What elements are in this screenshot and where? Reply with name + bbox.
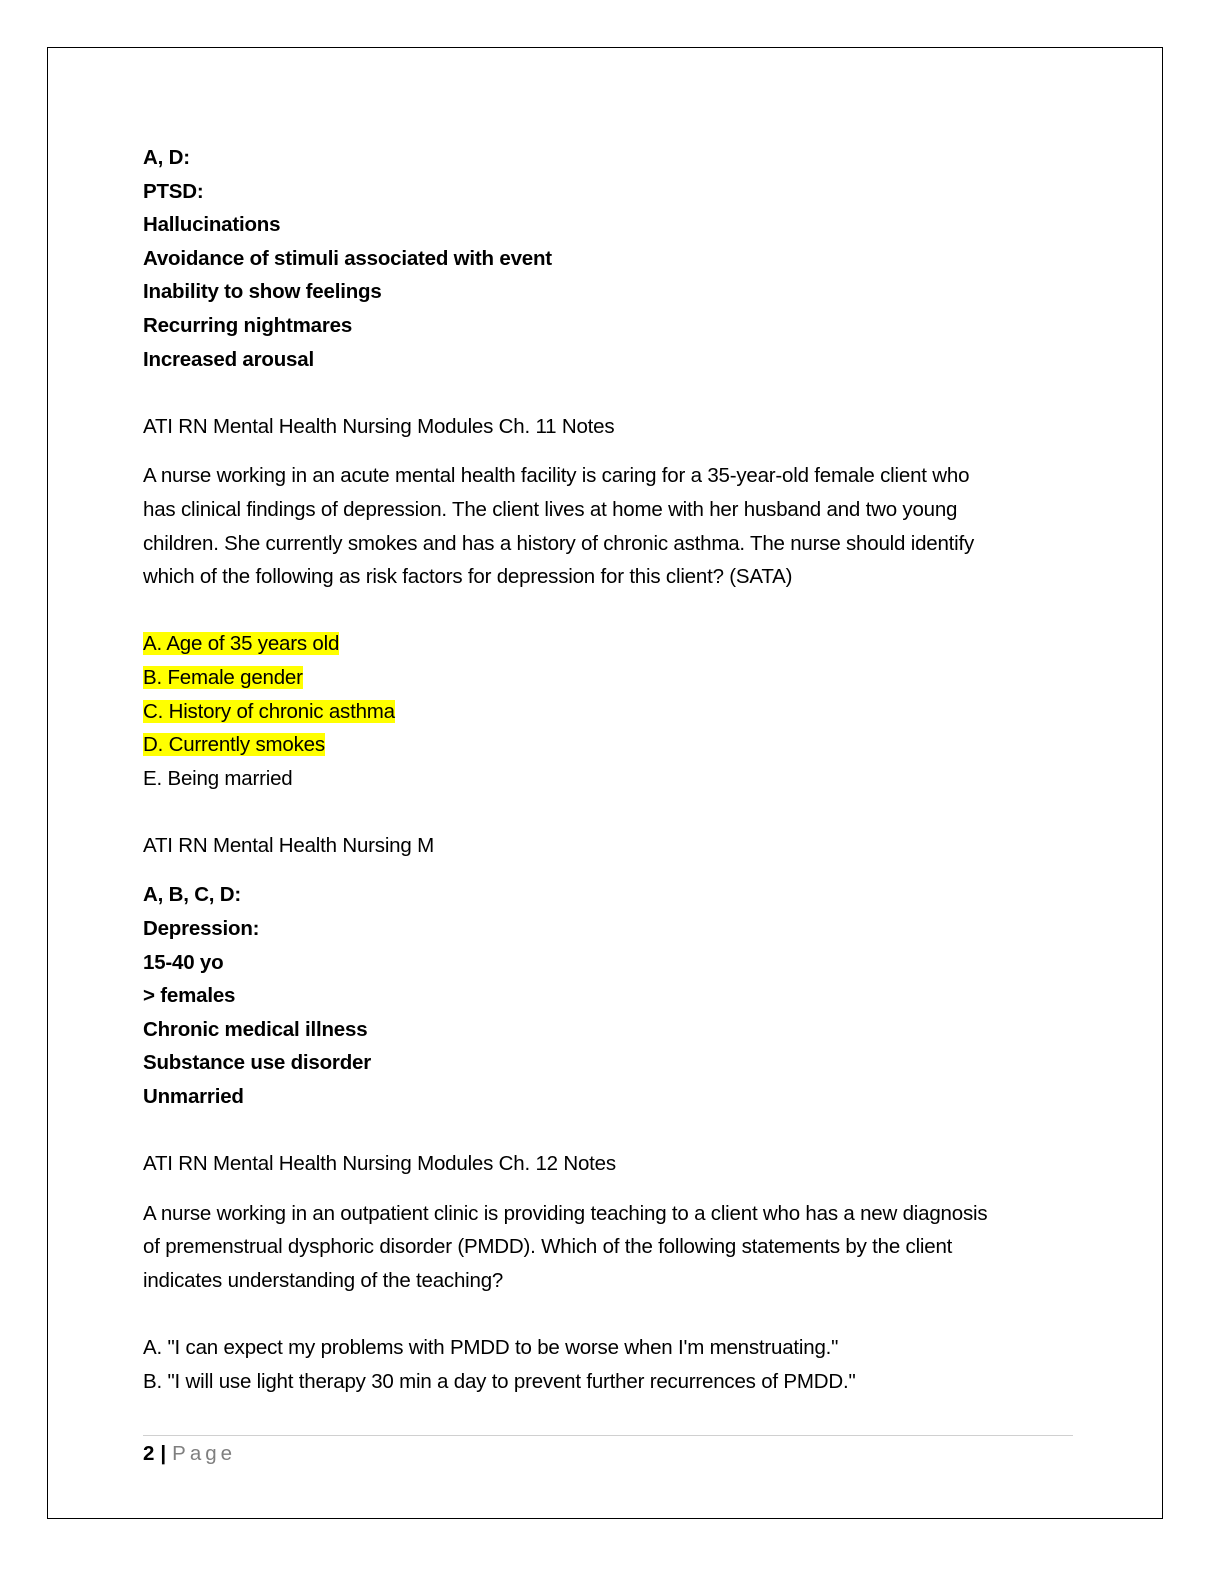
note-line: Unmarried [143,1085,244,1109]
answer-key: A, D: [143,146,190,169]
answer-option-highlighted: A. Age of 35 years old [143,632,340,656]
note-line: Inability to show feelings [143,280,382,304]
page-footer [143,1440,236,1468]
footer-divider [143,1435,1073,1436]
answer-option-highlighted: D. Currently smokes [143,733,325,757]
answer-option-highlighted: C. History of chronic asthma [143,699,395,723]
source-citation: ATI RN Mental Health Nursing M [143,833,434,857]
note-line: 15-40 yo [143,950,224,974]
question-text-line: indicates understanding of the teaching? [143,1269,504,1292]
note-line: Avoidance of stimuli associated with event [143,246,552,270]
note-line: Hallucinations [143,213,281,237]
answer-option: A. "I can expect my problems with PMDD to be worse when I'm menstruating." [143,1336,839,1360]
note-line: Chronic medical illness [143,1017,368,1041]
answer-key: A, B, C, D: [143,883,242,907]
topic-heading: Depression: [143,917,260,941]
answer-option: E. Being married [143,766,293,790]
question-text-line: has clinical findings of depression. The client lives at home with her husband and two young [143,497,958,521]
source-citation: ATI RN Mental Health Nursing Modules Ch. 11 Notes [143,414,615,438]
note-line: Recurring nightmares [143,313,353,337]
footer-separator: | [160,1442,167,1465]
question-text-line: children. She currently smokes and has a history of chronic asthma. The nurse should identify [143,531,975,555]
note-line: Substance use disorder [143,1051,372,1075]
question-text-line: A nurse working in an acute mental health facility is caring for a 35-year-old female client who [143,464,970,488]
question-text-line: A nurse working in an outpatient clinic is providing teaching to a client who has a new diagnosis [143,1201,988,1225]
source-citation: ATI RN Mental Health Nursing Modules Ch. 12 Notes [143,1152,616,1176]
question-text-line: which of the following as risk factors for depression for this client? (SATA) [143,565,793,589]
note-line: > females [143,984,236,1008]
answer-option-highlighted: B. Female gender [143,665,303,689]
note-line: Increased arousal [143,347,314,371]
document-body [143,141,1073,1398]
topic-heading: PTSD: [143,179,204,203]
question-text-line: of premenstrual dysphoric disorder (PMDD). Which of the following statements by the client [143,1235,953,1259]
page-label: Page [172,1442,237,1465]
page-number: 2 [143,1442,155,1465]
answer-option: B. "I will use light therapy 30 min a day to prevent further recurrences of PMDD." [143,1369,856,1393]
